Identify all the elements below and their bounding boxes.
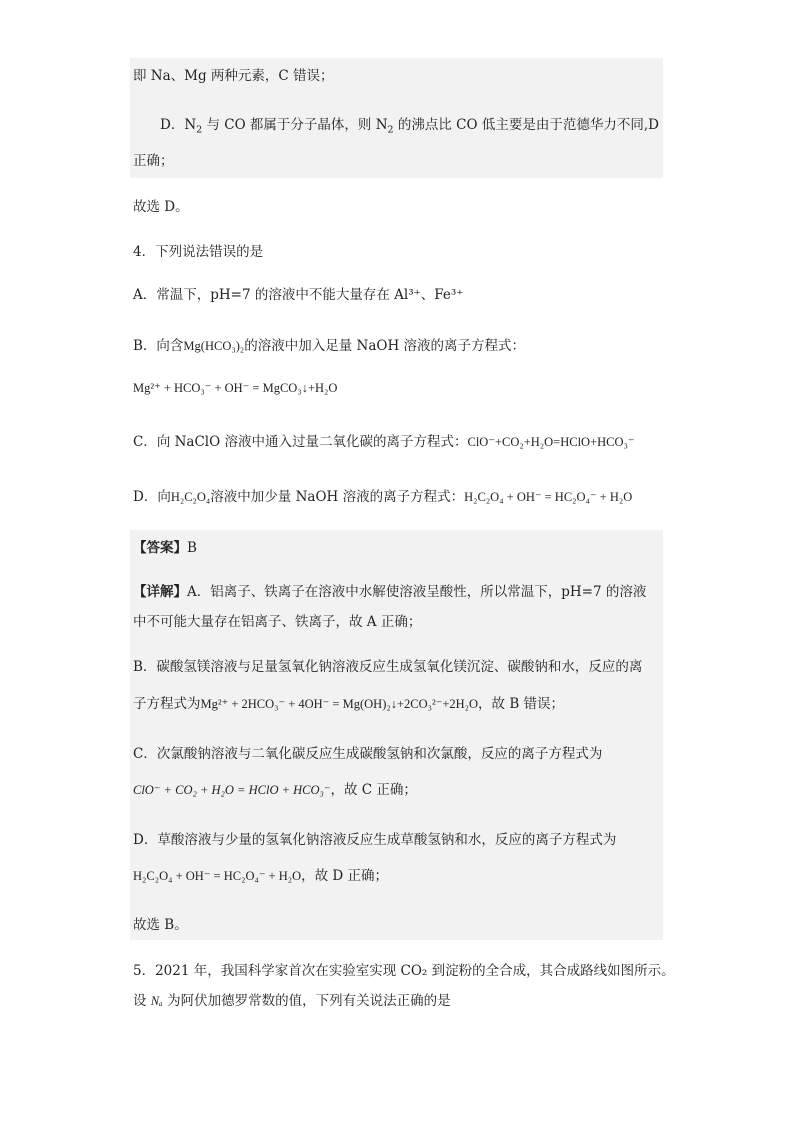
explanation-d-line2 [133, 868, 388, 884]
explanation-a-text1: A．铝离子、铁离子在溶液中水解使溶液呈酸性，所以常温下，pH=7 的溶液 [187, 584, 647, 600]
q4-stem [133, 244, 263, 260]
q3-d-sub1: 2 [196, 124, 203, 136]
q3-option-d [160, 117, 659, 136]
q3-conclusion [133, 199, 189, 215]
explanation-c-line1 [133, 746, 602, 762]
q5-line2-pre: 设 [133, 993, 151, 1009]
explanation-a-text2: 中不可能大量存在铝离子、铁离子，故 A 正确； [133, 614, 422, 630]
q4-option-b [133, 338, 525, 354]
q4-option-d-pre: D．向 [133, 489, 171, 505]
explanation-a-line1 [133, 584, 646, 600]
q3-d-sub2: 2 [387, 124, 394, 136]
q5-line2 [133, 993, 451, 1009]
q4-option-d-post: 溶液中加少量 NaOH 溶液的离子方程式： [210, 489, 465, 505]
explanation-conclusion [133, 917, 188, 933]
explanation-c-line2 [133, 782, 417, 798]
q5-line1-text: 5．2021 年，我国科学家首次在实验室实现 CO₂ 到淀粉的全合成，其合成路线如图所示。 [133, 963, 675, 979]
q4-option-c-equation: ClO⁻+CO₂+H₂O=HClO+HCO₃⁻ [467, 435, 635, 449]
explanation-c-post: ，故 C 正确； [330, 782, 417, 798]
q3-option-d-line2 [133, 153, 174, 169]
explanation-c-text1: C．次氯酸钠溶液与二氧化碳反应生成碳酸氢钠和次氯酸，反应的离子方程式为 [133, 746, 603, 762]
explanation-b-pre: 子方程式为 [133, 696, 201, 712]
q5-line2-post: 为阿伏加德罗常数的值，下列有关说法正确的是 [162, 993, 451, 1009]
explanation-b-post: ，故 B 错误； [478, 696, 565, 712]
explanation-conclusion-text: 故选 B。 [133, 917, 188, 933]
q3-d-part3: 的沸点比 CO 低主要是由于范德华力不同,D [393, 117, 659, 133]
explanation-d-line1 [133, 832, 616, 848]
q4-option-a [133, 287, 463, 303]
explanation-label: 【详解】 [133, 584, 187, 600]
explanation-b-line2 [133, 696, 564, 712]
q4-option-c [133, 434, 634, 450]
q4-option-c-text: C．向 NaClO 溶液中通入过量二氧化碳的离子方程式： [133, 434, 468, 450]
explanation-d-post: ，故 D 正确； [301, 868, 389, 884]
q3-line1 [133, 68, 334, 84]
explanation-a-line2 [133, 614, 421, 630]
q4-option-d-compound: H₂C₂O₄ [170, 490, 211, 504]
q4-option-b-compound: Mg(HCO₃)₂ [183, 339, 245, 353]
q3-line1-text: 即 Na、Mg 两种元素，C 错误； [133, 68, 334, 84]
explanation-b-equation: Mg²⁺ + 2HCO₃⁻ + 4OH⁻ = Mg(OH)₂↓+2CO₃²⁻+2H₂O [200, 697, 479, 711]
q4-option-b-equation [133, 380, 337, 396]
q4-option-b-post: 的溶液中加入足量 NaOH 溶液的离子方程式： [244, 338, 526, 354]
q3-d-part1: D．N [160, 117, 197, 133]
q5-na-symbol: Nₐ [150, 994, 163, 1008]
q5-line1 [133, 963, 675, 979]
answer-value: B [187, 540, 197, 556]
q3-d-part2: 与 CO 都属于分子晶体，则 N [202, 117, 388, 133]
explanation-b-text1: B．碳酸氢镁溶液与足量氢氧化钠溶液反应生成氢氧化镁沉淀、碳酸钠和水，反应的离 [133, 659, 643, 675]
explanation-b-line1 [133, 659, 642, 675]
explanation-d-equation: H₂C₂O₄ + OH⁻ = HC₂O₄⁻ + H₂O [133, 869, 302, 883]
answer-line [133, 540, 197, 556]
q4-b-equation-text: Mg²⁺ + HCO₃⁻ + OH⁻ = MgCO₃↓+H₂O [133, 381, 338, 395]
q3-conclusion-text: 故选 D。 [133, 199, 189, 215]
explanation-d-text1: D．草酸溶液与少量的氢氧化钠溶液反应生成草酸氢钠和水，反应的离子方程式为 [133, 832, 617, 848]
q4-option-a-text: A．常温下，pH=7 的溶液中不能大量存在 Al³⁺、Fe³⁺ [133, 287, 464, 303]
q4-option-d-equation: H₂C₂O₄ + OH⁻ = HC₂O₄⁻ + H₂O [464, 490, 633, 504]
q3-d-line2-text: 正确； [133, 153, 174, 169]
q4-option-b-pre: B．向含 [133, 338, 184, 354]
explanation-c-equation: ClO⁻ + CO₂ + H₂O = HClO + HCO₃⁻ [133, 783, 331, 797]
q4-stem-text: 4．下列说法错误的是 [133, 244, 264, 260]
q4-option-d [133, 489, 632, 505]
answer-label: 【答案】 [133, 540, 187, 556]
